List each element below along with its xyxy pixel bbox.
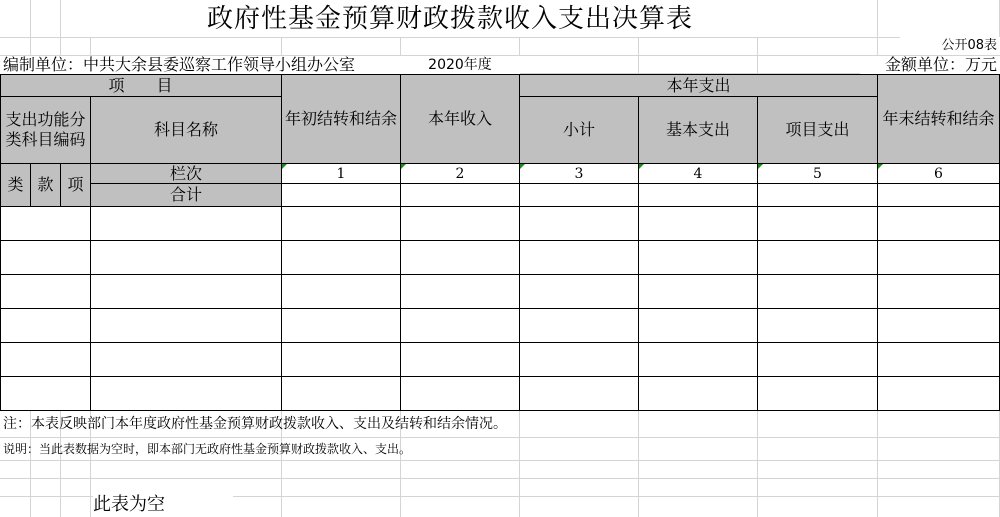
amount-unit: 金额单位：万元 bbox=[860, 56, 1000, 74]
header-closing-balance: 年末结转和结余 bbox=[882, 109, 995, 128]
header-item: 项 目 bbox=[108, 75, 173, 95]
header-opening-balance: 年初结转和结余 bbox=[284, 109, 397, 128]
total-label: 合计 bbox=[169, 185, 202, 204]
header-project-expense: 项目支出 bbox=[785, 120, 850, 139]
cell-indicator-icon bbox=[758, 164, 763, 169]
column-sequence-label: 栏次 bbox=[169, 163, 202, 183]
header-lei: 类 bbox=[7, 175, 24, 194]
cell-indicator-icon bbox=[878, 164, 883, 169]
header-kuan: 款 bbox=[37, 175, 54, 194]
cell-indicator-icon bbox=[520, 164, 525, 169]
header-income: 本年收入 bbox=[427, 109, 492, 128]
header-xiang: 项 bbox=[67, 175, 84, 194]
form-number: 公开08表 bbox=[900, 37, 1000, 55]
cell-indicator-icon bbox=[639, 164, 644, 169]
header-function-code: 支出功能分类科目编码 bbox=[5, 110, 86, 149]
note-line-1: 注：本表反映部门本年度政府性基金预算财政拨款收入、支出及结转和结余情况。 bbox=[3, 416, 507, 432]
reporting-unit: 编制单位：中共大余县委巡察工作领导小组办公室 bbox=[0, 56, 400, 74]
cell-indicator-icon bbox=[401, 164, 406, 169]
report-year: 2020年度 bbox=[400, 56, 520, 74]
header-basic-expense: 基本支出 bbox=[665, 120, 730, 139]
note-line-2: 说明：当此表数据为空时，即本部门无政府性基金预算财政拨款收入、支出。 bbox=[3, 442, 412, 456]
column-number: 2 bbox=[455, 165, 465, 182]
column-number: 6 bbox=[934, 165, 943, 182]
column-number: 4 bbox=[693, 165, 703, 182]
cell-indicator-icon bbox=[282, 164, 287, 169]
header-subject-name: 科目名称 bbox=[153, 120, 218, 139]
header-expense-group: 本年支出 bbox=[666, 75, 731, 95]
column-number: 3 bbox=[574, 165, 584, 182]
header-subtotal: 小计 bbox=[562, 120, 595, 139]
column-number: 1 bbox=[336, 165, 346, 182]
column-number: 5 bbox=[813, 165, 822, 182]
table-title: 政府性基金预算财政拨款收入支出决算表 bbox=[90, 0, 810, 37]
empty-table-notice: 此表为空 bbox=[93, 494, 233, 516]
